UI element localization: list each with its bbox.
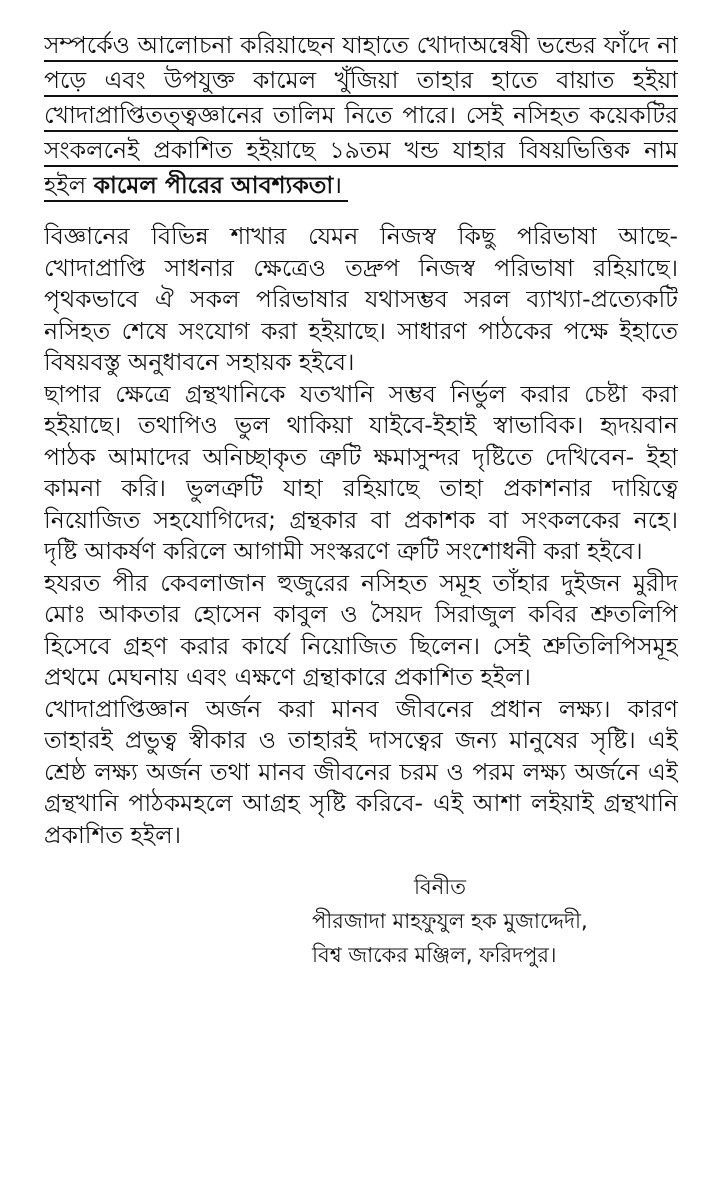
- book-title: কামেল পীরের আবশ্যকতা: [93, 171, 334, 199]
- paragraph-purpose: [44, 694, 678, 852]
- paragraph-errata: [44, 379, 678, 568]
- intro-paragraph: [44, 30, 678, 209]
- paragraph-line: প্রকাশিত হইল।: [44, 820, 182, 849]
- intro-line: পড়ে এবং উপযুক্ত কামেল খুঁজিয়া তাহার হাতে বায়াত হইয়া: [44, 65, 678, 97]
- paragraph-line: গ্রন্থখানি পাঠকমহলে আগ্রহ সৃষ্টি করিবে- এই আশা লইয়াই গ্রন্থখানি: [44, 789, 678, 817]
- paragraph-line: কামনা করি। ভুলত্রুটি যাহা রহিয়াছে তাহা প্রকাশনার দায়িত্বে: [44, 474, 678, 502]
- paragraph-line: ছাপার ক্ষেত্রে গ্রন্থখানিকে যতখানি সম্ভব নির্ভুল করার চেষ্টা করা: [44, 379, 678, 408]
- document-page: [44, 30, 678, 967]
- paragraph-line: শ্রেষ্ঠ লক্ষ্য অর্জন তথা মানব জীবনের চরম ও পরম লক্ষ্য অর্জনে এই: [44, 757, 678, 786]
- paragraph-line: দৃষ্টি আকর্ষণ করিলে আগামী সংস্করণে ত্রুটি সংশোধনী করা হইবে।: [44, 537, 643, 565]
- signature-closing: বিনীত: [414, 875, 466, 899]
- paragraph-line: হইয়াছে। তথাপিও ভুল থাকিয়া যাইবে-ইহাই স্বাভাবিক। হৃদয়বান: [44, 411, 678, 439]
- paragraph-line: হিসেবে গ্রহণ করার কার্যে নিয়োজিত ছিলেন। সেই শ্রুতিলিপিসমূহ: [44, 631, 678, 660]
- intro-line: সংকলনেই প্রকাশিত হইয়াছে ১৯তম খন্ড যাহার বিষয়ভিত্তিক নাম: [44, 135, 678, 167]
- intro-line: খোদাপ্রাপ্তিতত্ত্বজ্ঞানের তালিম নিতে পারে। সেই নসিহত কয়েকটির: [44, 100, 678, 132]
- paragraph-terminology: [44, 221, 678, 379]
- intro-line: সম্পর্কেও আলোচনা করিয়াছেন যাহাতে খোদাঅন্বেষী ভন্ডের ফাঁদে না: [44, 30, 678, 62]
- paragraph-line: বিজ্ঞানের বিভিন্ন শাখার যেমন নিজস্ব কিছু পরিভাষা আছে-: [44, 222, 678, 250]
- paragraph-line: মোঃ আকতার হোসেন কাবুল ও সৈয়দ সিরাজুল কবির শ্রুতলিপি: [44, 600, 678, 628]
- signature-address: বিশ্ব জাকের মঞ্জিল, ফরিদপুর।: [312, 943, 557, 967]
- intro-last-prefix: হইল: [44, 171, 94, 199]
- paragraph-line: প্রথমে মেঘনায় এবং এক্ষণে গ্রন্থাকারে প্রকাশিত হইল।: [44, 663, 531, 691]
- paragraph-line: নিয়োজিত সহযোগিদের; গ্রন্থকার বা প্রকাশক বা সংকলকের নহে।: [44, 505, 678, 534]
- paragraph-line: পাঠক আমাদের অনিচ্ছাকৃত ত্রুটি ক্ষমাসুন্দর দৃষ্টিতে দেখিবেন- ইহা: [44, 442, 678, 471]
- paragraph-line: খোদাপ্রাপ্তিজ্ঞান অর্জন করা মানব জীবনের প্রধান লক্ষ্য। কারণ: [44, 694, 678, 723]
- paragraph-line: বিষয়বস্তু অনুধাবনে সহায়ক হইবে।: [44, 348, 355, 376]
- paragraph-line: খোদাপ্রাপ্তি সাধনার ক্ষেত্রেও তদ্রুপ নিজস্ব পরিভাষা রহিয়াছে।: [44, 253, 678, 282]
- paragraph-line: তাহারই প্রভুত্ব স্বীকার ও তাহারই দাসত্বের জন্য মানুষের সৃষ্টি। এই: [44, 726, 678, 754]
- intro-last-line: [44, 170, 348, 202]
- paragraph-line: পৃথকভাবে ঐ সকল পরিভাষার যথাসম্ভব সরল ব্যাখ্যা-প্রত্যেকটি: [44, 285, 678, 313]
- paragraph-transcription: [44, 568, 678, 694]
- signature-block: [44, 870, 678, 972]
- signature-name: পীরজাদা মাহফুযুল হক মুজাদ্দেদী,: [312, 909, 588, 933]
- paragraph-line: নসিহত শেষে সংযোগ করা হইয়াছে। সাধারণ পাঠকের পক্ষে ইহাতে: [44, 316, 678, 345]
- intro-last-suffix: ।: [333, 171, 343, 199]
- paragraph-line: হযরত পীর কেবলাজান হুজুরের নসিহত সমূহ তাঁহার দুইজন মুরীদ: [44, 568, 678, 597]
